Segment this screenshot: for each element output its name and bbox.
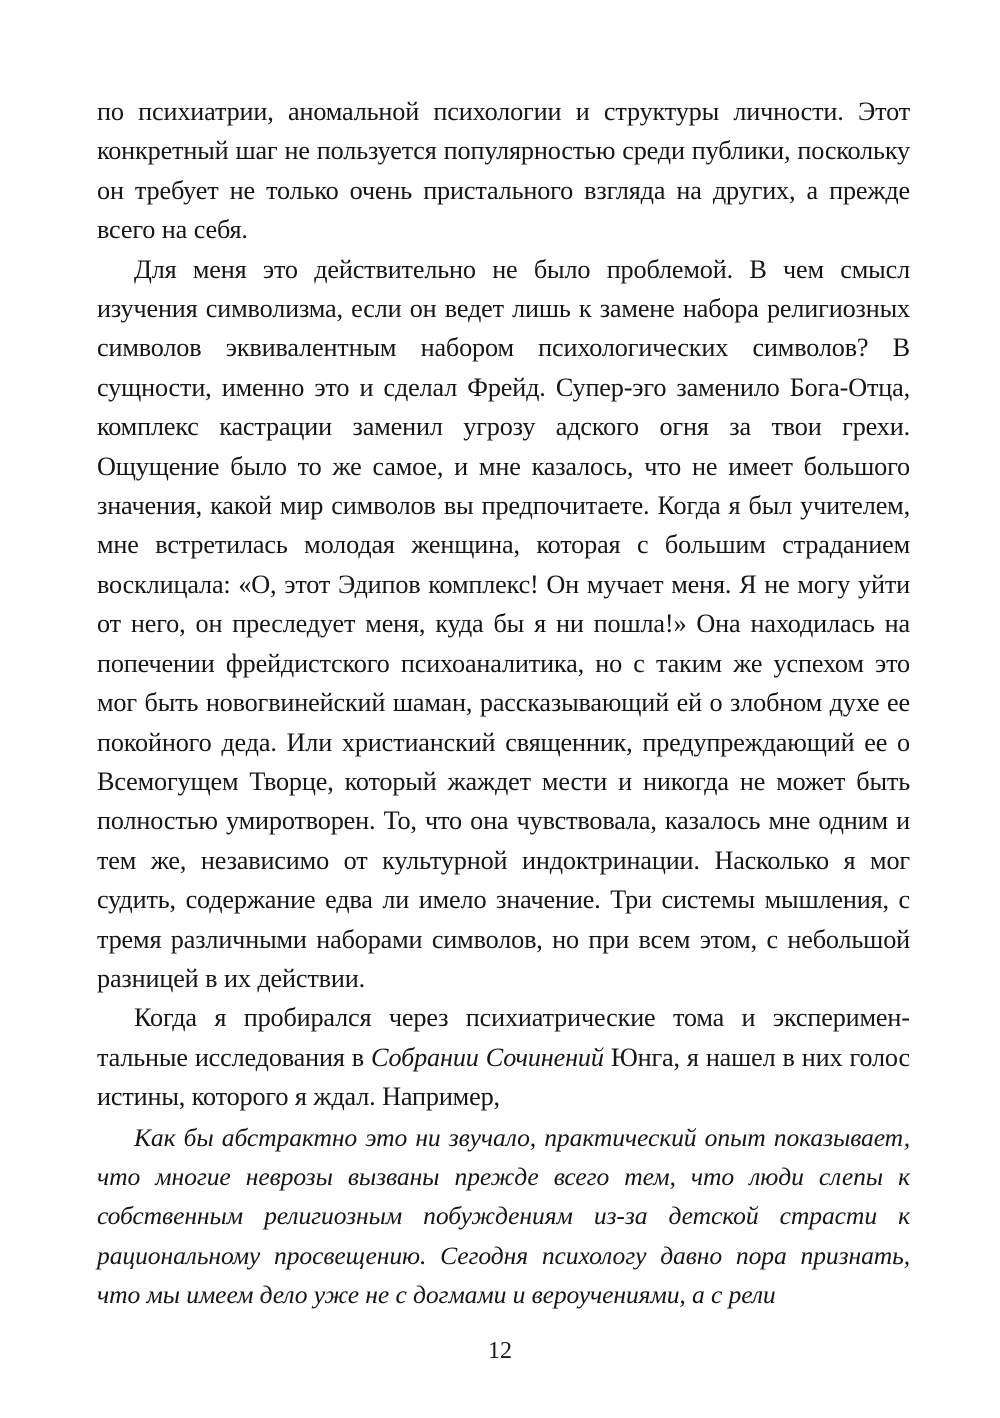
page-number: 12 — [488, 1338, 512, 1364]
paragraph-body-collected-works — [97, 998, 910, 1116]
paragraph-text-before-title: Когда я пробирался через психиатрические тома и экспериментальные исследования в — [97, 1003, 910, 1072]
text-column — [97, 92, 910, 1315]
paragraph-text-after-title: Юнга, я нашел в них голос истины, которого я ждал. Например, — [97, 1042, 910, 1112]
book-title-italic: Собрании Сочинений — [370, 1042, 604, 1072]
blockquote-jung-excerpt: Как бы абстрактно это ни звучало, практический опыт показывает, что многие неврозы вызваны прежде всего тем, что люди слепы к собственным религиозным побуждениям из-за детской страсти к рациональному просвещению. Сегодня психологу давно пора признать, что мы имеем дело уже не с догмами и вероучениями, а с рели — [97, 1122, 910, 1310]
paragraph-body-symbolism: Для меня это действительно не было проблемой. В чем смысл изучения символизма, если он ведет лишь к замене набора религиозных символов эквивалентным набором психологических символов? В сущности, именно это и сделал Фрейд. Супер-эго заменило Бога-Отца, комплекс кастрации заменил угрозу адского огня за твои грехи. Ощущение было то же самое, и мне казалось, что не имеет большого значения, какой мир символов вы предпочитаете. Когда я был учителем, мне встретилась молодая женщина, которая с большим страданием восклицала: «О, этот Эдипов комплекс! Он мучает меня. Я не могу уйти от него, он преследует меня, куда бы я ни пошла!» Она находилась на попечении фрейдистского психоаналитика, но с таким же успехом это мог быть новогвинейский шаман, рассказывающий ей о злобном духе ее покойного деда. Или христианский священник, предупреждающий ее о Всемогущем Творце, который жаждет мести и никогда не может быть полностью умиротворен. То, что она чувствовала, казалось мне одним и тем же, независимо от культурной индоктринации. Насколько я мог судить, содержание едва ли имело значение. Три системы мышления, с тремя различными наборами символов, но при всем этом, с небольшой разницей в их действии. — [97, 254, 910, 993]
paragraph-continuation: по психиатрии, аномальной психологии и структуры личности. Этот конкретный шаг не пользуется популярностью среди публики, поскольку он требует не только очень пристального взгляда на других, а прежде всего на себя. — [97, 97, 910, 245]
